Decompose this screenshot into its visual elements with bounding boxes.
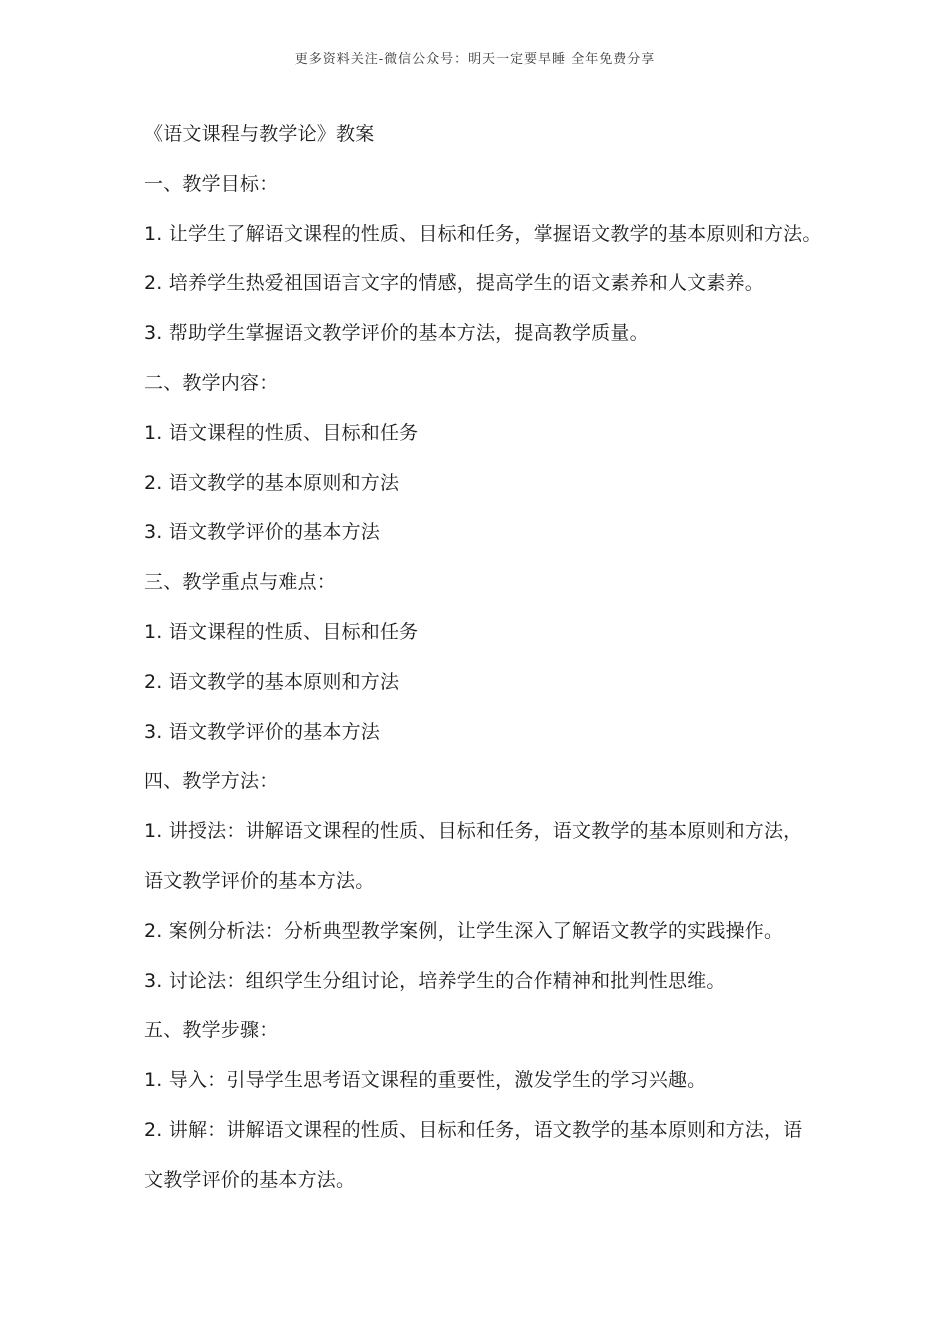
method-item-2: 2. 案例分析法：分析典型教学案例，让学生深入了解语文教学的实践操作。 (144, 919, 784, 942)
document-body (144, 110, 824, 1206)
section-heading-key-points: 三、教学重点与难点： (144, 571, 337, 594)
section-heading-goals: 一、教学目标： (144, 172, 279, 195)
goal-item-1: 1. 让学生了解语文课程的性质、目标和任务，掌握语文教学的基本原则和方法。 (144, 222, 822, 245)
content-item-3: 3. 语文教学评价的基本方法 (144, 521, 380, 544)
key-point-item-2: 2. 语文教学的基本原则和方法 (144, 670, 400, 693)
header-note: 更多资料关注-微信公众号：明天一定要早睡 全年免费分享 (294, 52, 656, 67)
step-item-1: 1. 导入：引导学生思考语文课程的重要性，激发学生的学习兴趣。 (144, 1069, 707, 1092)
section-heading-content: 二、教学内容： (144, 371, 279, 394)
section-heading-methods: 四、教学方法： (144, 770, 279, 793)
content-item-2: 2. 语文教学的基本原则和方法 (144, 471, 400, 494)
method-item-1: 1. 讲授法：讲解语文课程的性质、目标和任务，语文教学的基本原则和方法， (144, 820, 803, 843)
step-item-2-continued: 文教学评价的基本方法。 (144, 1168, 356, 1191)
goal-item-3: 3. 帮助学生掌握语文教学评价的基本方法，提高教学质量。 (144, 322, 649, 345)
key-point-item-3: 3. 语文教学评价的基本方法 (144, 720, 380, 743)
goal-item-2: 2. 培养学生热爱祖国语言文字的情感，提高学生的语文素养和人文素养。 (144, 272, 764, 295)
section-heading-steps: 五、教学步骤： (144, 1019, 279, 1042)
step-item-2: 2. 讲解：讲解语文课程的性质、目标和任务，语文教学的基本原则和方法，语 (144, 1118, 803, 1141)
method-item-3: 3. 讨论法：组织学生分组讨论，培养学生的合作精神和批判性思维。 (144, 969, 726, 992)
document-title: 《语文课程与教学论》教案 (144, 123, 375, 145)
key-point-item-1: 1. 语文课程的性质、目标和任务 (144, 620, 419, 643)
content-item-1: 1. 语文课程的性质、目标和任务 (144, 421, 419, 444)
method-item-1-continued: 语文教学评价的基本方法。 (144, 869, 375, 892)
